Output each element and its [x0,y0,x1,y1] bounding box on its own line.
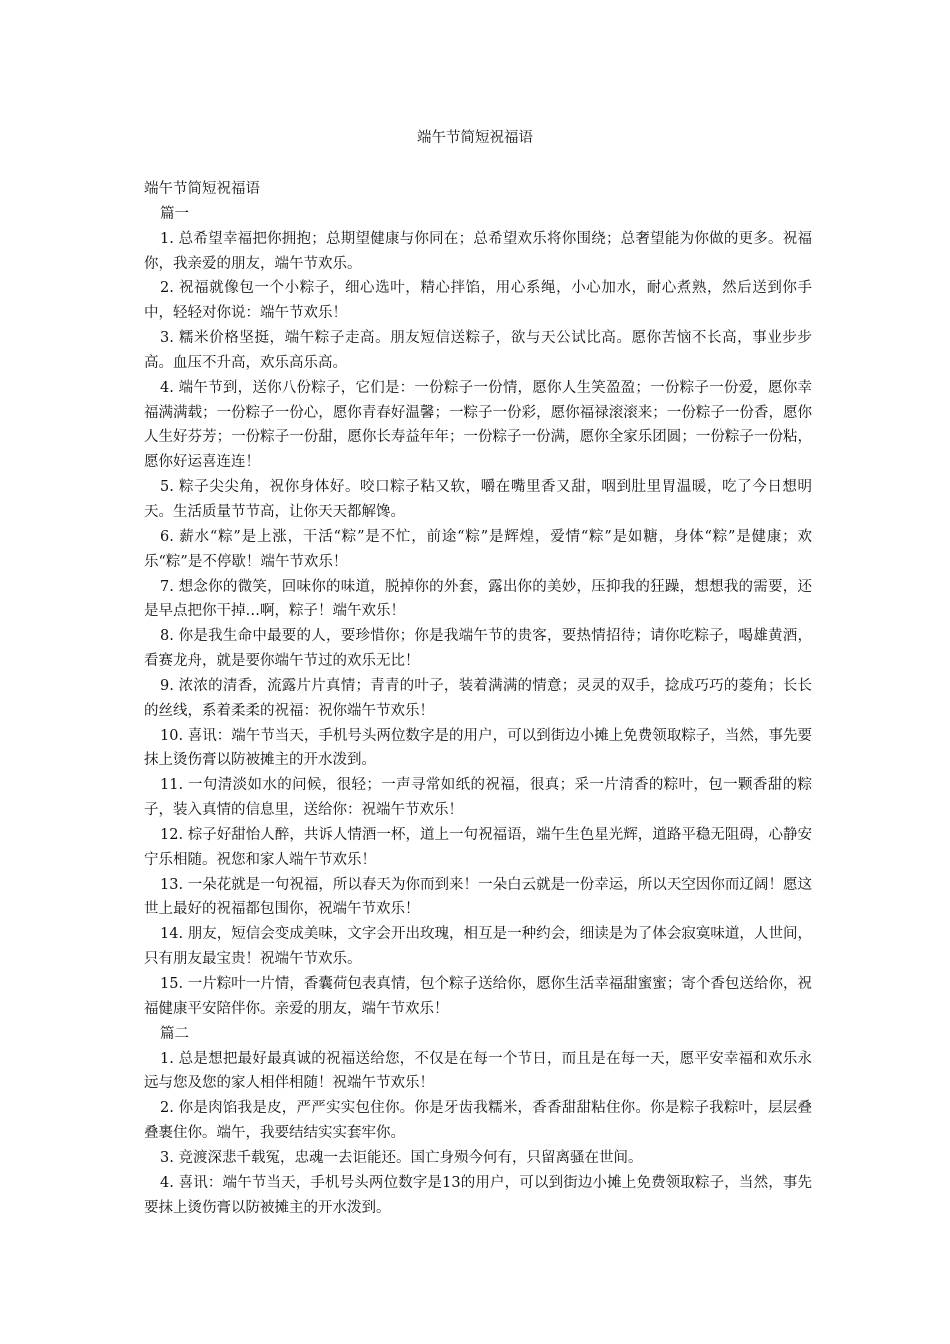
blessing-item: 2. 祝福就像包一个小粽子，细心选叶，精心拌馅，用心系绳，小心加水，耐心煮熟，然后送到你手中，轻轻对你说：端午节欢乐！ [144,280,812,322]
document-subtitle: 端午节简短祝福语 [144,181,260,197]
blessing-item: 15. 一片粽叶一片情，香囊荷包表真情，包个粽子送给你，愿你生活幸福甜蜜蜜；寄个香包送给你，祝福健康平安陪伴你。亲爱的朋友，端午节欢乐！ [144,976,812,1017]
blessing-item: 7. 想念你的微笑，回味你的味道，脱掉你的外套，露出你的美妙，压抑我的狂躁，想想我的需要，还是早点把你干掉…啊，粽子！端午欢乐！ [144,578,812,620]
blessing-item: 5. 粽子尖尖角，祝你身体好。咬口粽子粘又软，嚼在嘴里香又甜，咽到肚里胃温暖，吃了今日想明天。生活质量节节高，让你天天都解馋。 [144,479,812,520]
blessing-item: 12. 棕子好甜怡人醉，共诉人情酒一杯，道上一句祝福语，端午生色星光辉，道路平稳无阻碍，心静安宁乐相随。祝您和家人端午节欢乐！ [144,826,812,868]
section-heading-2: 篇二 [160,1025,189,1042]
blessing-item: 11. 一句清淡如水的问候，很轻；一声寻常如纸的祝福，很真；采一片清香的粽叶，包一颗香甜的粽子，装入真情的信息里，送给你：祝端午节欢乐！ [144,777,812,819]
blessing-item: 1. 总希望幸福把你拥抱；总期望健康与你同在；总希望欢乐将你围绕；总奢望能为你做的更多。祝福你，我亲爱的朋友，端午节欢乐。 [144,230,812,272]
blessing-item: 4. 喜讯：端午节当天，手机号头两位数字是13的用户，可以到街边小摊上免费领取粽子，当然，事先要抹上烫伤膏以防被摊主的开水泼到。 [144,1174,812,1216]
blessing-item: 3. 糯米价格坚挺，端午粽子走高。朋友短信送粽子，欲与天公试比高。愿你苦恼不长高，事业步步高。血压不升高，欢乐高乐高。 [144,330,812,371]
blessing-item: 6. 薪水“粽”是上涨，干活“粽”是不忙，前途“粽”是辉煌，爱情“粽”是如糖，身体“粽”是健康；欢乐“粽”是不停歇！端午节欢乐！ [144,528,812,570]
blessing-item: 2. 你是肉馅我是皮，严严实实包住你。你是牙齿我糯米，香香甜甜粘住你。你是粽子我粽叶，层层叠叠裹住你。端午，我要结结实实套牢你。 [144,1100,812,1142]
blessing-item: 10. 喜讯：端午节当天，手机号头两位数字是的用户，可以到街边小摊上免费领取粽子，当然，事先要抹上烫伤膏以防被摊主的开水泼到。 [144,727,812,769]
blessing-item: 14. 朋友，短信会变成美味，文字会开出玫瑰，相互是一种约会，细读是为了体会寂寞味道，人世间，只有朋友最宝贵！祝端午节欢乐。 [144,926,812,968]
blessing-item: 9. 浓浓的清香，流露片片真情；青青的叶子，装着满满的情意；灵灵的双手，捻成巧巧的菱角；长长的丝线，系着柔柔的祝福：祝你端午节欢乐！ [144,677,812,719]
document-body [144,177,812,1220]
blessing-item: 4. 端午节到，送你八份粽子，它们是：一份粽子一份情，愿你人生笑盈盈；一份粽子一份爱，愿你幸福满满载；一份粽子一份心，愿你青春好温馨；一粽子一份彩，愿你福禄滚滚来；一份粽子一份香，愿你人生好芬芳；一份粽子一份甜，愿你长寿益年年；一份粽子一份满，愿你全家乐团圆；一份粽子一份粘，愿你好运喜连连！ [144,379,812,471]
blessing-item: 1. 总是想把最好最真诚的祝福送给您，不仅是在每一个节日，而且是在每一天，愿平安幸福和欢乐永远与您及您的家人相伴相随！祝端午节欢乐！ [144,1050,812,1092]
blessing-item: 8. 你是我生命中最要的人，要珍惜你；你是我端午节的贵客，要热情招待；请你吃粽子，喝雄黄酒，看赛龙舟，就是要你端午节过的欢乐无比！ [144,628,812,670]
blessing-item: 3. 竞渡深悲千载冤，忠魂一去讵能还。国亡身殒今何有，只留离骚在世间。 [160,1149,643,1166]
blessing-item: 13. 一朵花就是一句祝福，所以春天为你而到来！一朵白云就是一份幸运，所以天空因你而辽阔！愿这世上最好的祝福都包围你，祝端午节欢乐！ [144,876,812,918]
section-heading-1: 篇一 [160,205,189,222]
document-title: 端午节简短祝福语 [417,130,533,146]
